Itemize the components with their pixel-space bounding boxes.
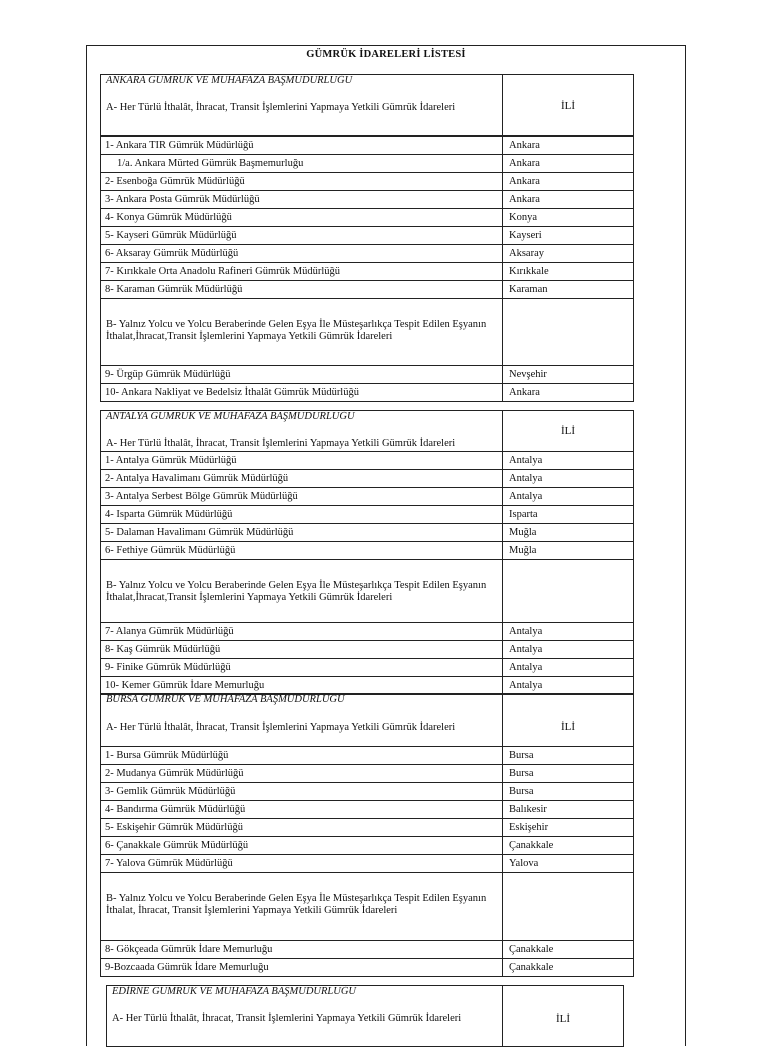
table-row bbox=[100, 365, 634, 384]
table-row bbox=[100, 244, 634, 263]
province: Ankara bbox=[509, 386, 540, 398]
table-row bbox=[100, 523, 634, 542]
customs-office: 7- Kırıkkale Orta Anadolu Rafineri Gümrük Müdürlüğü bbox=[105, 265, 341, 277]
customs-office: 8- Gökçeada Gümrük İdare Memurluğu bbox=[105, 943, 273, 955]
province: Konya bbox=[509, 211, 537, 223]
table-row bbox=[100, 280, 634, 299]
table-row bbox=[100, 958, 634, 977]
province: Ankara bbox=[509, 157, 540, 169]
customs-office: 10- Ankara Nakliyat ve Bedelsiz İthalât Gümrük Müdürlüğü bbox=[105, 386, 359, 398]
ili-column-header: İLİ bbox=[555, 1013, 571, 1025]
customs-office: 7- Alanya Gümrük Müdürlüğü bbox=[105, 625, 234, 637]
section-b-heading: B- Yalnız Yolcu ve Yolcu Beraberinde Gelen Eşya İle Müsteşarlıkça Tespit Edilen Eşyanın İthalat,İhracat,Transit İşlemlerini Yapmaya Yetkili Gümrük İdareleri bbox=[106, 319, 487, 342]
province: Antalya bbox=[509, 454, 543, 466]
province: Yalova bbox=[509, 857, 539, 869]
province: Çanakkale bbox=[509, 961, 554, 973]
section-title: BURSA GÜMRÜK VE MUHAFAZA BAŞMÜDÜRLÜĞÜ bbox=[106, 694, 345, 705]
province: Kırıkkale bbox=[509, 265, 549, 277]
ili-column-header: İLİ bbox=[560, 100, 576, 112]
table-row bbox=[100, 782, 634, 801]
province: Muğla bbox=[509, 544, 537, 556]
customs-office: 3- Gemlik Gümrük Müdürlüğü bbox=[105, 785, 236, 797]
table-row bbox=[100, 154, 634, 173]
customs-office: 8- Kaş Gümrük Müdürlüğü bbox=[105, 643, 221, 655]
table-row bbox=[100, 383, 634, 402]
province: Nevşehir bbox=[509, 368, 547, 380]
province: Antalya bbox=[509, 490, 543, 502]
customs-office: 2- Esenboğa Gümrük Müdürlüğü bbox=[105, 175, 245, 187]
province: Bursa bbox=[509, 767, 534, 779]
customs-office: 1- Bursa Gümrük Müdürlüğü bbox=[105, 749, 229, 761]
section-b-header bbox=[100, 559, 634, 623]
table-row bbox=[100, 208, 634, 227]
table-row bbox=[100, 800, 634, 819]
customs-office: 4- Bandırma Gümrük Müdürlüğü bbox=[105, 803, 246, 815]
customs-office: 2- Mudanya Gümrük Müdürlüğü bbox=[105, 767, 244, 779]
section-a-heading: A- Her Türlü İthalât, İhracat, Transit İşlemlerini Yapmaya Yetkili Gümrük İdareleri bbox=[106, 438, 456, 449]
table-row bbox=[100, 541, 634, 560]
province: Bursa bbox=[509, 785, 534, 797]
section-a-heading: A- Her Türlü İthalât, İhracat, Transit İşlemlerini Yapmaya Yetkili Gümrük İdareleri bbox=[106, 102, 456, 113]
table-row bbox=[100, 487, 634, 506]
document-title: GÜMRÜK İDARELERİ LİSTESİ bbox=[306, 49, 466, 60]
province: Karaman bbox=[509, 283, 548, 295]
section-b-heading: B- Yalnız Yolcu ve Yolcu Beraberinde Gelen Eşya İle Müsteşarlıkça Tespit Edilen Eşyanın İthalat, İhracat, Transit İşlemlerini Yapmaya Yetkili Gümrük İdareleri bbox=[106, 893, 487, 916]
section-a-heading: A- Her Türlü İthalât, İhracat, Transit İşlemlerini Yapmaya Yetkili Gümrük İdareleri bbox=[106, 722, 456, 733]
section-a-heading: A- Her Türlü İthalât, İhracat, Transit İşlemlerini Yapmaya Yetkili Gümrük İdareleri bbox=[112, 1013, 462, 1024]
customs-office: 6- Çanakkale Gümrük Müdürlüğü bbox=[105, 839, 249, 851]
section-b-heading: B- Yalnız Yolcu ve Yolcu Beraberinde Gelen Eşya İle Müsteşarlıkça Tespit Edilen Eşyanın İthalat,İhracat,Transit İşlemlerini Yapmaya Yetkili Gümrük İdareleri bbox=[106, 580, 487, 603]
table-row bbox=[100, 622, 634, 641]
table-row bbox=[100, 226, 634, 245]
customs-office: 5- Eskişehir Gümrük Müdürlüğü bbox=[105, 821, 243, 833]
table-row bbox=[100, 854, 634, 873]
customs-office: 1/a. Ankara Mürted Gümrük Başmemurluğu bbox=[117, 157, 304, 169]
section-header bbox=[100, 74, 634, 136]
province: Ankara bbox=[509, 175, 540, 187]
table-row bbox=[100, 190, 634, 209]
customs-office: 5- Dalaman Havalimanı Gümrük Müdürlüğü bbox=[105, 526, 294, 538]
province: Kayseri bbox=[509, 229, 542, 241]
province: Antalya bbox=[509, 625, 543, 637]
table-row bbox=[100, 505, 634, 524]
province: Antalya bbox=[509, 679, 543, 691]
section-title: EDİRNE GÜMRÜK VE MUHAFAZA BAŞMÜDÜRLÜĞÜ bbox=[112, 986, 357, 997]
province: Ankara bbox=[509, 139, 540, 151]
province: Çanakkale bbox=[509, 839, 554, 851]
province: Eskişehir bbox=[509, 821, 549, 833]
province: Muğla bbox=[509, 526, 537, 538]
section-header bbox=[100, 410, 634, 452]
table-row bbox=[100, 940, 634, 959]
table-row bbox=[100, 836, 634, 855]
province: Antalya bbox=[509, 472, 543, 484]
customs-office: 4- Isparta Gümrük Müdürlüğü bbox=[105, 508, 233, 520]
province: Aksaray bbox=[509, 247, 544, 259]
section-title: ANTALYA GÜMRÜK VE MUHAFAZA BAŞMÜDÜRLÜĞÜ bbox=[106, 411, 355, 422]
province: Balıkesir bbox=[509, 803, 547, 815]
document-page bbox=[86, 45, 686, 1046]
section-title: ANKARA GÜMRÜK VE MUHAFAZA BAŞMÜDÜRLÜĞÜ bbox=[106, 75, 353, 86]
table-row bbox=[100, 172, 634, 191]
province: Çanakkale bbox=[509, 943, 554, 955]
table-row bbox=[100, 764, 634, 783]
province: Antalya bbox=[509, 643, 543, 655]
customs-office: 6- Aksaray Gümrük Müdürlüğü bbox=[105, 247, 239, 259]
section-b-header bbox=[100, 872, 634, 941]
section-b-header bbox=[100, 298, 634, 366]
province: Bursa bbox=[509, 749, 534, 761]
table-row bbox=[100, 136, 634, 155]
table-row bbox=[100, 746, 634, 765]
customs-office: 4- Konya Gümrük Müdürlüğü bbox=[105, 211, 232, 223]
customs-office: 1- Ankara TIR Gümrük Müdürlüğü bbox=[105, 139, 254, 151]
section-header bbox=[100, 693, 634, 747]
table-row bbox=[100, 818, 634, 837]
customs-office: 3- Ankara Posta Gümrük Müdürlüğü bbox=[105, 193, 260, 205]
table-row bbox=[100, 262, 634, 281]
customs-office: 2- Antalya Havalimanı Gümrük Müdürlüğü bbox=[105, 472, 289, 484]
customs-office: 10- Kemer Gümrük İdare Memurluğu bbox=[105, 679, 265, 691]
province: Antalya bbox=[509, 661, 543, 673]
ili-column-header: İLİ bbox=[560, 721, 576, 733]
customs-office: 6- Fethiye Gümrük Müdürlüğü bbox=[105, 544, 236, 556]
customs-office: 8- Karaman Gümrük Müdürlüğü bbox=[105, 283, 243, 295]
table-row bbox=[100, 658, 634, 677]
table-row bbox=[100, 640, 634, 659]
customs-office: 9- Finike Gümrük Müdürlüğü bbox=[105, 661, 231, 673]
table-row bbox=[100, 451, 634, 470]
ili-column-header: İLİ bbox=[560, 425, 576, 437]
province: Isparta bbox=[509, 508, 538, 520]
customs-office: 1- Antalya Gümrük Müdürlüğü bbox=[105, 454, 237, 466]
customs-office: 5- Kayseri Gümrük Müdürlüğü bbox=[105, 229, 237, 241]
section-header bbox=[106, 985, 640, 1047]
customs-office: 9-Bozcaada Gümrük İdare Memurluğu bbox=[105, 961, 269, 973]
province: Ankara bbox=[509, 193, 540, 205]
customs-office: 9- Ürgüp Gümrük Müdürlüğü bbox=[105, 368, 231, 380]
customs-office: 3- Antalya Serbest Bölge Gümrük Müdürlüğü bbox=[105, 490, 298, 502]
table-row bbox=[100, 469, 634, 488]
customs-office: 7- Yalova Gümrük Müdürlüğü bbox=[105, 857, 233, 869]
